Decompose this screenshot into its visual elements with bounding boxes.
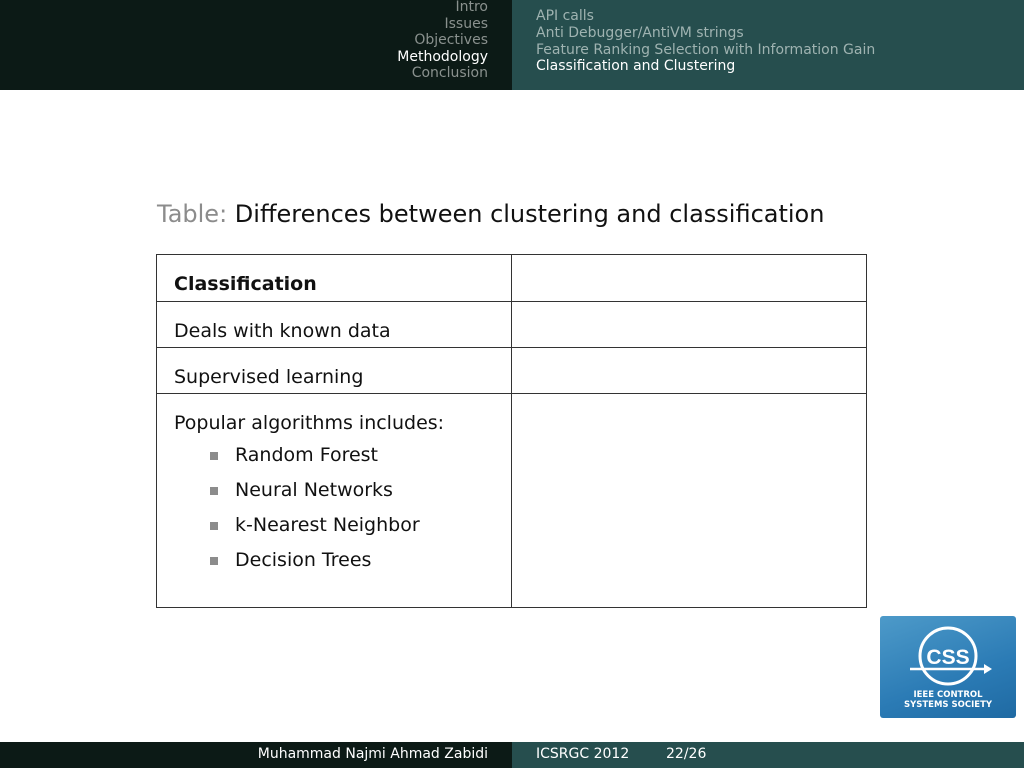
subnav-item-api-calls[interactable]: API calls	[536, 8, 594, 24]
footer-info-panel	[512, 742, 1024, 768]
table-cell-right	[512, 302, 867, 348]
row-known-data-text: Deals with known data	[174, 320, 391, 342]
caption-label: Table:	[157, 200, 228, 228]
algorithm-name: k-Nearest Neighbor	[235, 514, 420, 536]
ieee-css-logo-graphic	[880, 616, 1016, 718]
bullet-icon	[210, 557, 218, 565]
footer-conference: ICSRGC 2012	[536, 746, 630, 762]
table-cell-left	[157, 394, 512, 608]
nav-item-objectives[interactable]: Objectives	[414, 32, 488, 48]
slide-footer	[0, 742, 1024, 768]
classification-header: Classification	[174, 273, 317, 295]
table-caption	[157, 200, 824, 228]
slide-header	[0, 0, 1024, 90]
algorithm-list	[174, 444, 494, 584]
bullet-icon	[210, 452, 218, 460]
footer-author-panel	[0, 742, 512, 768]
table-cell-left	[157, 348, 512, 394]
logo-line1: IEEE CONTROL	[913, 690, 983, 700]
table-row	[157, 302, 867, 348]
table-cell-right	[512, 394, 867, 608]
list-item	[210, 549, 494, 584]
nav-item-methodology[interactable]: Methodology	[397, 48, 488, 65]
subnav-item-classification-clustering[interactable]: Classification and Clustering	[536, 58, 736, 75]
algorithm-name: Neural Networks	[235, 479, 393, 501]
row-supervised-text: Supervised learning	[174, 366, 364, 388]
row-right-text	[529, 348, 849, 366]
footer-author: Muhammad Najmi Ahmad Zabidi	[257, 746, 488, 762]
row-right-text	[529, 302, 849, 320]
footer-page-number: 22/26	[666, 746, 707, 762]
table-cell-right	[512, 348, 867, 394]
list-item	[210, 444, 494, 479]
bullet-icon	[210, 522, 218, 530]
table-row	[157, 394, 867, 608]
table-header-cell-right	[512, 255, 867, 302]
nav-item-issues[interactable]: Issues	[444, 15, 488, 32]
subnav-item-feature-ranking[interactable]: Feature Ranking Selection with Information Gain	[536, 41, 876, 58]
subnav-item-anti-debugger[interactable]: Anti Debugger/AntiVM strings	[536, 24, 744, 41]
logo-line2: SYSTEMS SOCIETY	[903, 700, 993, 710]
table-cell-left	[157, 302, 512, 348]
table-header-row	[157, 255, 867, 302]
algorithm-name: Random Forest	[235, 444, 379, 466]
table-header-cell-left	[157, 255, 512, 302]
algorithms-intro: Popular algorithms includes:	[174, 412, 445, 434]
clustering-header	[529, 255, 849, 273]
row-right-text	[529, 394, 849, 412]
section-nav	[0, 0, 512, 90]
section-nav-list	[0, 0, 488, 82]
logo-mark: CSS	[926, 646, 970, 669]
table-row	[157, 348, 867, 394]
algorithm-name: Decision Trees	[235, 549, 372, 571]
nav-item-intro[interactable]: Intro	[455, 0, 488, 15]
nav-item-conclusion[interactable]: Conclusion	[411, 65, 488, 81]
caption-text: Differences between clustering and classification	[234, 200, 825, 228]
bullet-icon	[210, 487, 218, 495]
comparison-table	[156, 254, 867, 608]
subsection-nav	[512, 0, 1024, 90]
list-item	[210, 514, 494, 549]
ieee-css-logo	[880, 616, 1016, 718]
list-item	[210, 479, 494, 514]
